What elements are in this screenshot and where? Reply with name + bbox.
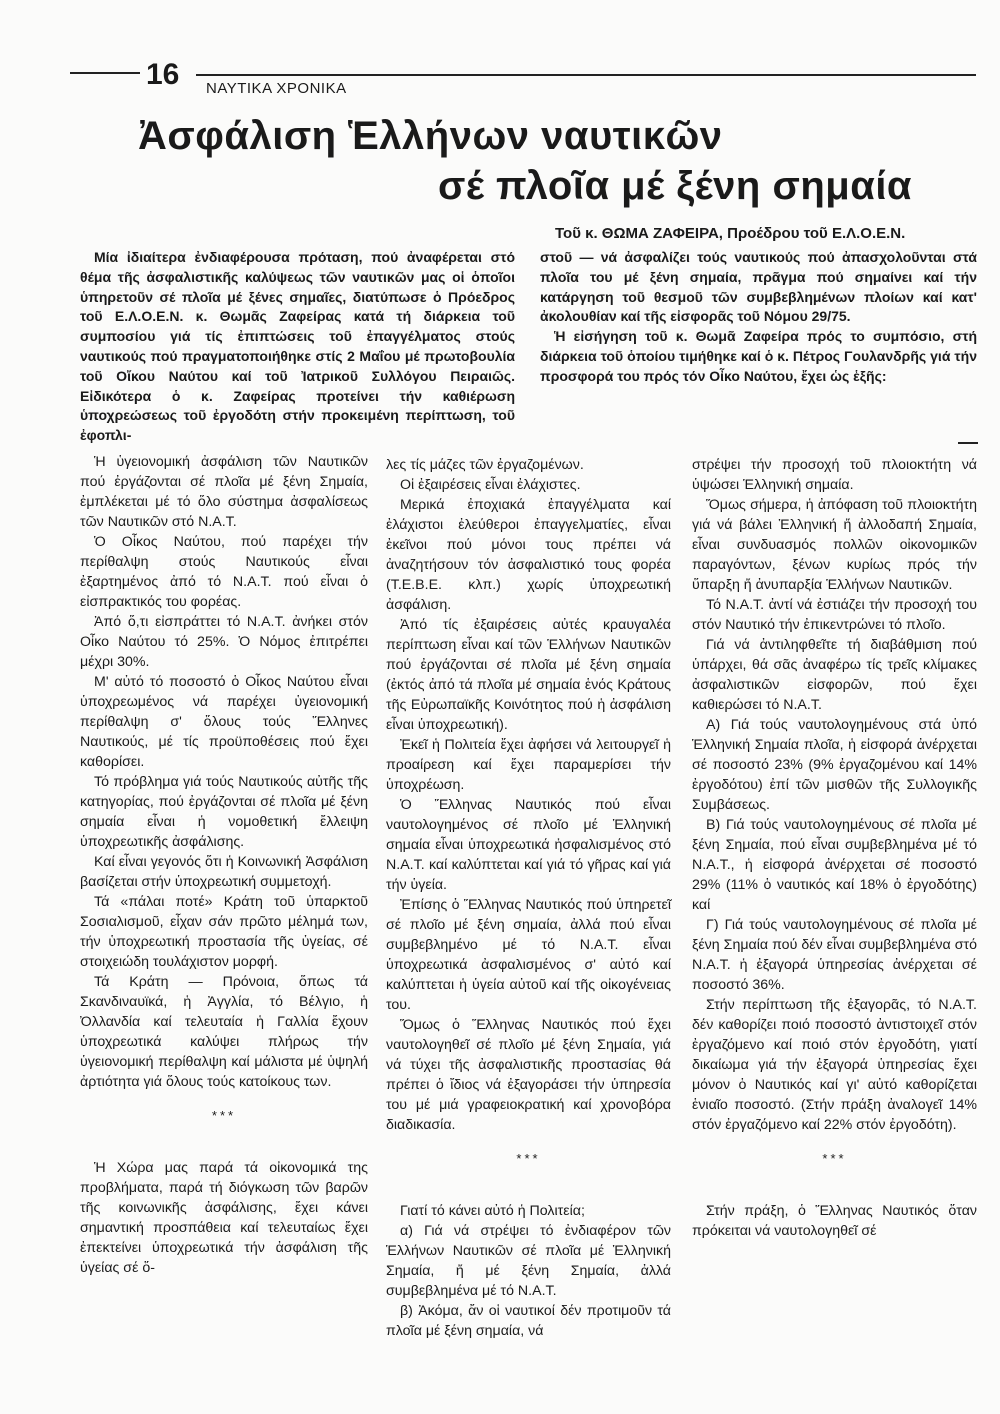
col1-paragraph: Ἡ ὑγειονομική ἀσφάλιση τῶν Ναυτικῶν πού ἐργάζονται σέ πλοῖα μέ ξένη Σημαία, ἐμπλέκεται μέ τό ὅλο σύστημα ἀσφαλίσεως τῶν Ναυτικῶν στό Ν.Α.Τ.: [80, 454, 368, 530]
col3-paragraph: Β) Γιά τούς ναυτολογημένους σέ πλοῖα μέ ξένη Σημαία, πού εἶναι συμβεβλημένα μέ τό Ν.Α.Τ., ἡ εἰσφορά ἀνέρχεται σέ ποσοστό 29% (11% ὁ ναυτικός καί 18% ὁ ἐργοδότης) καί: [692, 817, 977, 913]
col2-paragraph: Ὅμως ὁ Ἕλληνας Ναυτικός πού ἔχει ναυτολογηθεῖ σέ πλοῖο μέ ξένη Σημαία, γιά νά τύχει τῆς ἀσφαλιστικῆς προστασίας θά πρέπει ὁ ἴδιος νά ἐξαγοράσει τήν ὑπηρεσία του μέ μιά γραφειοκρατική καί χρονοβόρα διαδικασία.: [386, 1017, 671, 1133]
header-rule-right: [196, 74, 976, 76]
intro-end-dash: [958, 442, 978, 444]
col2-paragraph: β) Ἀκόμα, ἄν οἱ ναυτικοί δέν προτιμοῦν τά πλοῖα μέ ξένη σημαία, νά: [386, 1303, 671, 1339]
body-column-1: [80, 452, 368, 1278]
article-title-line2: σέ πλοῖα μέ ξένη σημαία: [438, 164, 913, 208]
col3-paragraph: Ὅμως σήμερα, ἡ ἀπόφαση τοῦ πλοιοκτήτη γιά νά βάλει Ἑλληνική ἤ ἀλλοδαπή Σημαία, εἶναι συνδυασμός πολλῶν οἰκονομικῶν παραγόντων, ξένων κυρίως πρός τήν ὕπαρξη ἤ ἀνυπαρξία Ἑλλήνων Ναυτικῶν.: [692, 497, 977, 593]
publication-name: ΝΑΥΤΙΚΑ ΧΡΟΝΙΚΑ: [206, 80, 347, 97]
page-number: 16: [146, 58, 180, 91]
col1-paragraph: Ἡ Χώρα μας παρά τά οἰκονομικά της προβλήματα, παρά τή διόγκωση τῶν βαρῶν τῆς κοινωνικῆς ἀσφάλισης, ἔχει κάνει σημαντική προσπάθεια καί τελευταίως ἔχει ἐπεκτείνει ὑποχρεωτικά τήν ἀσφάλιση τῆς ὑγείας σέ ὅ-: [80, 1160, 368, 1276]
col2-paragraph: Ἀπό τίς ἐξαιρέσεις αὐτές κραυγαλέα περίπτωση εἶναι καί τῶν Ἑλλήνων Ναυτικῶν πού ἐργάζονται σέ πλοῖα μέ ξένη σημαία (ἐκτός ἀπό τά πλοῖα μέ σημαία ἑνός Κράτους τῆς Εὐρωπαϊκῆς Κοινότητος πού ἡ ἀσφάλιση εἶναι ὑποχρεωτική).: [386, 617, 671, 733]
col3-paragraph: Γιά νά ἀντιληφθεῖτε τή διαβάθμιση πού ὑπάρχει, θά σᾶς ἀναφέρω τίς τρεῖς κλίμακες ἀσφαλιστικῶν εἰσφορῶν, πού ἔχει καθιερώσει τό Ν.Α.Τ.: [692, 637, 977, 713]
header-rule-left: [70, 72, 140, 74]
col3-paragraph: Α) Γιά τούς ναυτολογημένους στά ὑπό Ἑλληνική Σημαία πλοῖα, ἡ εἰσφορά ἀνέρχεται σέ ποσοστό 23% (9% ἐργαζομένου καί 14% ἐργοδότου) ἐπί τῶν μισθῶν τῆς Συλλογικῆς Συμβάσεως.: [692, 717, 977, 813]
section-separator: ***: [822, 1151, 847, 1166]
col1-paragraph: Τά «πάλαι ποτέ» Κράτη τοῦ ὑπαρκτοῦ Σοσιαλισμοῦ, εἶχαν σάν πρῶτο μέλημά των, τήν ὑποχρεωτική προστασία τῆς ὑγείας, σέ στοιχειώδη τουλάχιστον μορφή.: [80, 894, 368, 970]
col2-paragraph: λες τίς μάζες τῶν ἐργαζομένων.: [386, 457, 584, 473]
col1-paragraph: Καί εἶναι γεγονός ὅτι ἡ Κοινωνική Ἀσφάλιση βασίζεται στήν ὑποχρεωτική συμμετοχή.: [80, 854, 368, 890]
col2-paragraph: Μερικά ἐποχιακά ἐπαγγέλματα καί ἐλάχιστοι ἐλεύθεροι ἐπαγγελματίες, εἶναι ἐκεῖνοι πού μόνοι τους πρέπει νά ἀναζητήσουν τόν ἀσφαλιστικό τους φορέα (Τ.Ε.Β.Ε. κλπ.) χωρίς ὑποχρεωτική ἀσφάλιση.: [386, 497, 671, 613]
section-separator: ***: [211, 1108, 237, 1123]
col1-paragraph: Μ' αὐτό τό ποσοστό ὁ Οἶκος Ναύτου εἶναι ὑποχρεωμένος νά παρέχει ὑγειονομική περίθαλψη σ' ὅλους τούς Ἕλληνες Ναυτικούς, μέ τίς προϋποθέσεις πού ἔχει καθορίσει.: [80, 674, 368, 770]
intro-right-paragraph-2: Ἡ εἰσήγηση τοῦ κ. Θωμᾶ Ζαφείρα πρός το συμπόσιο, στή διάρκεια τοῦ ὁποίου τιμήθηκε καί ὁ κ. Πέτρος Γουλανδρῆς γιά τήν προσφορά του πρός τόν Οἶκο Ναύτου, ἔχει ὡς ἑξῆς:: [540, 328, 977, 384]
col3-paragraph: Γ) Γιά τούς ναυτολογημένους σέ πλοῖα μέ ξένη Σημαία πού δέν εἶναι συμβεβλημένα στό Ν.Α.Τ. ἡ ἐξαγορά ὑπηρεσίας ἀνέρχεται σέ ποσοστό 36%.: [692, 917, 977, 993]
col3-paragraph: Τό Ν.Α.Τ. ἀντί νά ἐστιάζει τήν προσοχή του στόν Ναυτικό τήν ἐπικεντρώνει τό πλοῖο.: [692, 597, 977, 633]
col2-paragraph: Οἱ ἐξαιρέσεις εἶναι ἐλάχιστες.: [400, 477, 581, 493]
section-separator: ***: [516, 1151, 541, 1166]
col1-paragraph: Ἀπό ὅ,τι εἰσπράττει τό Ν.Α.Τ. ἀνήκει στόν Οἶκο Ναύτου τό 25%. Ὁ Νόμος ἐπιτρέπει μέχρι 30%.: [80, 614, 368, 670]
intro-right-paragraph-1: στοῦ — νά ἀσφαλίζει τούς ναυτικούς πού ἀπασχολοῦνται στά πλοῖα του μέ ξένη σημαία, πρᾶγμα πού σημαίνει καί τήν κατάργηση τοῦ θεσμοῦ τῶν συμβεβλημένων πλοίων καί κατ' ἀκολουθίαν καί τῆς εἰσφορᾶς τοῦ Νόμου 29/75.: [540, 249, 977, 325]
col2-paragraph: Ἐκεῖ ἡ Πολιτεία ἔχει ἀφήσει νά λειτουργεῖ ἡ προαίρεση καί ἔχει παραμερίσει τήν ὑποχρέωση.: [386, 737, 671, 793]
col3-paragraph: στρέψει τήν προσοχή τοῦ πλοιοκτήτη νά ὑψώσει Ἑλληνική σημαία.: [692, 457, 977, 493]
col2-paragraph: Γιατί τό κάνει αὐτό ἡ Πολιτεία;: [400, 1203, 585, 1219]
col1-paragraph: Τό πρόβλημα γιά τούς Ναυτικούς αὐτῆς τῆς κατηγορίας, πού ἐργάζονται σέ πλοῖα μέ ξένη σημαία εἶναι ἡ νομοθετική ἔλλειψη ὑποχρεωτικῆς ἀσφάλισης.: [80, 774, 368, 850]
body-column-3: [692, 455, 977, 1241]
col3-paragraph: Στήν πράξη, ὁ Ἕλληνας Ναυτικός ὅταν πρόκειται νά ναυτολογηθεῖ σέ: [692, 1203, 977, 1239]
body-column-2: [386, 455, 671, 1341]
col1-paragraph: Τά Κράτη — Πρόνοια, ὅπως τά Σκανδιναυϊκά, ἡ Ἀγγλία, τό Βέλγιο, ἡ Ὀλλανδία καί τελευταία ἡ Γαλλία ἔχουν ὑποχρεωτικά καλύψει πλήρως τήν ὑγειονομική περίθαλψη καί μάλιστα μέ ὑψηλή ἀρτιότητα γιά ὅλους τούς κατοίκους των.: [80, 974, 368, 1090]
col2-paragraph: Ὁ Ἕλληνας Ναυτικός πού εἶναι ναυτολογημένος σέ πλοῖο μέ Ἑλληνική σημαία εἶναι ὑποχρεωτικά ἠσφαλισμένος στό Ν.Α.Τ. καί καλύπτεται καί γιά τό γῆρας καί γιά τήν ὑγεία.: [386, 797, 671, 893]
intro-left-paragraph: Μία ἰδιαίτερα ἐνδιαφέρουσα πρόταση, πού ἀναφέρεται στό θέμα τῆς ἀσφαλιστικῆς καλύψεως τῶν ναυτικῶν μας οἱ ὁποῖοι ὑπηρετοῦν σέ πλοῖα μέ ξένες σημαῖες, διατύπωσε ὁ Πρόεδρος τοῦ Ε.Λ.Ο.Ε.Ν. κ. Θωμᾶς Ζαφείρας κατά τή διάρκεια τοῦ συμποσίου γιά τίς ἐπιπτώσεις τοῦ ἐπαγγέλματος στούς ναυτικούς πού πραγματοποιήθηκε στίς 2 Μαΐου μέ πρωτοβουλία τοῦ Οἴκου Ναύτου καί τοῦ Ἰατρικοῦ Συλλόγου Πειραιῶς. Εἰδικότερα ὁ κ. Ζαφείρας προτείνει τήν καθιέρωση ὑποχρεώσεως τοῦ ἐργοδότη στήν προκειμένη περίπτωση, τοῦ ἐφοπλι-: [80, 249, 515, 444]
col2-paragraph: α) Γιά νά στρέψει τό ἐνδιαφέρον τῶν Ἑλλήνων Ναυτικῶν σέ πλοῖα μέ Ἑλληνική Σημαία, ἤ μέ ξένη Σημαία, ἀλλά συμβεβλημένα μέ τό Ν.Α.Τ.: [386, 1223, 671, 1299]
col1-paragraph: Ὁ Οἶκος Ναύτου, πού παρέχει τήν περίθαλψη στούς Ναυτικούς εἶναι ἐξαρτημένος ἀπό τό Ν.Α.Τ. πού εἶναι ὁ εἰσπρακτικός του φορέας.: [80, 534, 368, 610]
intro-right: [540, 248, 977, 387]
article-byline: Τοῦ κ. ΘΩΜΑ ΖΑΦΕΙΡΑ, Προέδρου τοῦ Ε.Λ.Ο.Ε.Ν.: [555, 225, 906, 242]
col2-paragraph: Ἐπίσης ὁ Ἕλληνας Ναυτικός πού ὑπηρετεῖ σέ πλοῖο μέ ξένη σημαία, ἀλλά πού εἶναι συμβεβλημένο μέ τό Ν.Α.Τ. εἶναι ὑποχρεωτικά ἀσφαλισμένος σ' αὐτό καί καλύπτεται ἡ ὑγεία αὐτοῦ καί τῆς οἰκογένειας του.: [386, 897, 671, 1013]
intro-left: [80, 248, 515, 446]
col3-paragraph: Στήν περίπτωση τῆς ἐξαγορᾶς, τό Ν.Α.Τ. δέν καθορίζει ποιό ποσοστό ἀντιστοιχεῖ στόν ἐργαζόμενο καί ποιό στόν ἐργοδότη, γιατί δικαίωμα γιά τήν ἐξαγορά ὑπηρεσίας ἔχει μόνον ὁ Ναυτικός καί γι' αὐτό καθορίζεται ἑνιαῖο ποσοστό. (Στήν πράξη ἀναλογεῖ 14% στόν ἐργαζόμενο καί 22% στόν ἐργοδότη).: [692, 997, 977, 1133]
article-title-line1: Ἀσφάλιση Ἑλλήνων ναυτικῶν: [138, 114, 723, 158]
